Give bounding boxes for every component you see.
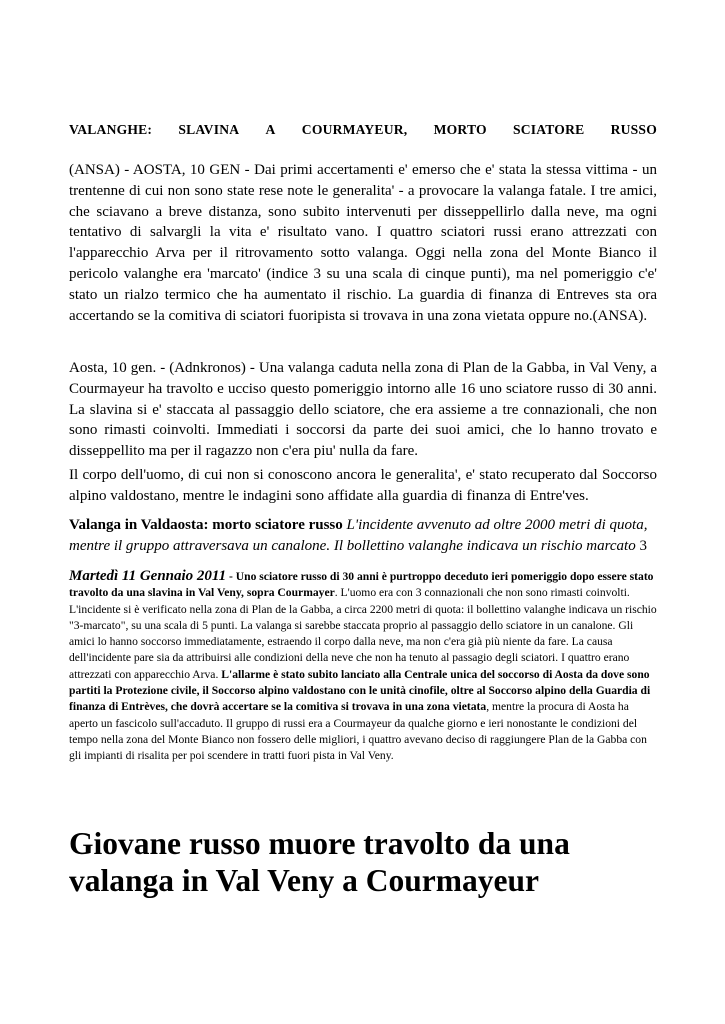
valdaosta-headline: Valanga in Valdaosta: morto sciatore russo xyxy=(69,517,343,533)
recovery-paragraph: Il corpo dell'uomo, di cui non si conoscono ancora le generalita', e' stato recuperato dal Soccorso alpino valdostano, mentre le indagini sono affidate alla guardia di finanza di Entre'ves. xyxy=(69,467,657,504)
title-word: SLAVINA xyxy=(178,122,240,137)
title-word: SCIATORE xyxy=(513,122,585,137)
article-body-1: . L'uomo era con 3 connazionali che non sono rimasti coinvolti. L'incidente si è verificato nella zona di Plan de la Gabba, a circa 2200 metri di quota: il bollettino valanghe indicava un rischio "3-marcato", su una scala di 5 punti. La valanga si sarebbe staccata proprio al passaggio dello sciatore in un canalone. Gli amici lo hanno soccorso immediatamente, estraendo il corpo dalla neve, ma non c'era già più niente da fare. La causa dell'incidente pare sia da attribuirsi alle condizioni della neve che non ha tenuto al passagio degli sciatori. I quattro erano attrezzati con apparecchio Arva. xyxy=(69,586,657,681)
article-date: Martedì 11 Gennaio 2011 xyxy=(69,568,227,584)
article-title xyxy=(69,122,657,138)
date-separator: - xyxy=(226,570,236,583)
article-bold-2: L'allarme è stato subito lanciato alla Centrale unica del soccorso di Aosta da dove sono partiti la Protezione civile, il Soccorso alpino valdostano con le unità cinofile, oltre al Soccorso alpino della Guardia di finanza di Entrèves, che dovrà accertare se la comitiva si trovava in una zona vietata xyxy=(69,667,651,714)
article-lead: Uno sciatore russo di 30 anni è purtroppo deceduto ieri pomeriggio dopo essere stato travolto da una slavina in Val Veny, sopra Courmayer xyxy=(69,570,654,600)
title-word: RUSSO xyxy=(610,122,657,137)
valdaosta-tail: 3 xyxy=(635,537,647,554)
title-word: MORTO xyxy=(433,122,487,137)
title-word: VALANGHE: xyxy=(69,122,153,137)
main-headline: Giovane russo muore travolto da una valanga in Val Veny a Courmayeur xyxy=(69,826,570,898)
valdaosta-paragraph xyxy=(69,515,657,556)
article-body-2: , mentre la procura di Aosta ha aperto un fascicolo sull'accaduto. Il gruppo di russi era a Courmayeur da qualche giorno e ieri nonostante le condizioni del tempo nella zona del Monte Bianco non fossero delle migliori, i quattro avevano deciso di raggiungere Plan de la Gabba con gli impianti di risalita per poi scendere in tratti fuori pista in Val Veny. xyxy=(69,700,647,763)
adnkronos-paragraph: Aosta, 10 gen. - (Adnkronos) - Una valanga caduta nella zona di Plan de la Gabba, in Val Veny, a Courmayeur ha travolto e ucciso questo pomeriggio intorno alle 16 uno sciatore russo di 30 anni. La slavina si e' staccata al passaggio dello sciatore, che era assieme a tre connazionali, che non sono rimasti coinvolti. Immediati i soccorsi da parte dei suoi amici, che lo hanno trovato e disseppellito ma per il ragazzo non c'era piu' nulla da fare. xyxy=(69,360,657,460)
ansa-paragraph: (ANSA) - AOSTA, 10 GEN - Dai primi accertamenti e' emerso che e' stata la stessa vittima - un trentenne di cui non sono state rese note le generalita' - a provocare la valanga fatale. I tre amici, che sciavano a breve distanza, sono subito intervenuti per disseppellirlo dalla neve, ma ogni tentativo di salvargli la vita e' risultato vano. I quattro sciatori russi erano attrezzati con l'apparecchio Arva per il ritrovamento sotto valanga. Oggi nella zona del Monte Bianco il pericolo valanghe era 'marcato' (indice 3 su una scala di cinque punti), ma nel pomeriggio c'e' stato un rialzo termico che ha aumentato il rischio. La guardia di finanza di Entreves sta ora accertando se la comitiva di sciatori fuoripista si trovava in una zona vietata oppure no.(ANSA). xyxy=(69,162,657,324)
valdaosta-subhead: L'incidente avvenuto ad oltre 2000 metri di quota, mentre il gruppo attraversava un canalone. Il bollettino valanghe indicava un rischio marcato xyxy=(69,517,648,554)
title-word: A xyxy=(265,122,276,137)
title-word: COURMAYEUR, xyxy=(301,122,408,137)
article-paragraph xyxy=(69,568,657,765)
